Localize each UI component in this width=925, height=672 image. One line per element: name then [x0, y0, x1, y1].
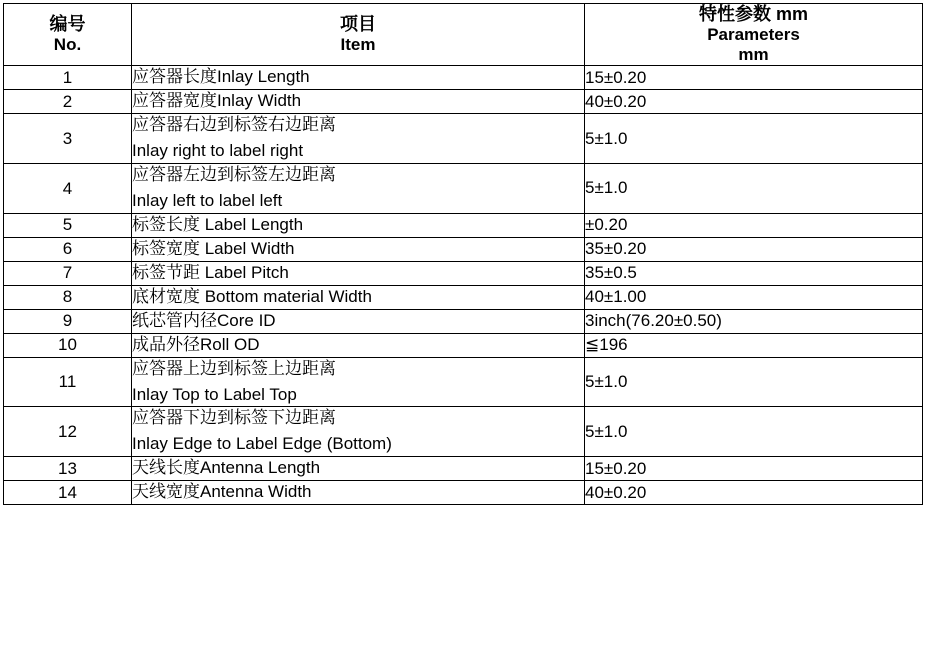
cell-item-en: Inlay Length: [217, 67, 310, 87]
column-header-no-en: No.: [53, 35, 82, 55]
table-body: [4, 66, 923, 505]
cell-item-en: Label Pitch: [200, 262, 289, 282]
cell-no: 13: [4, 457, 132, 481]
cell-item-cn: 成品外径: [132, 334, 200, 354]
cell-no: 7: [4, 261, 132, 285]
table-row: [4, 357, 923, 407]
column-header-parameters-en: Parameters: [707, 25, 800, 45]
cell-item-en: Label Width: [200, 238, 295, 258]
cell-item: [132, 309, 585, 333]
table-row: [4, 309, 923, 333]
table-row: [4, 333, 923, 357]
cell-item: [132, 407, 585, 457]
cell-item: [132, 237, 585, 261]
cell-no: 5: [4, 213, 132, 237]
cell-item-cn: 标签节距: [132, 262, 200, 282]
table-row: [4, 213, 923, 237]
cell-item-en: Inlay Top to Label Top: [132, 384, 297, 404]
cell-item-cn: 纸芯管内径: [132, 310, 217, 330]
table-row: [4, 90, 923, 114]
cell-parameter: 5±1.0: [585, 164, 923, 214]
cell-parameter: 5±1.0: [585, 407, 923, 457]
cell-item-cn: 天线宽度: [132, 482, 200, 502]
cell-item-en: Label Length: [200, 214, 304, 234]
cell-no: 4: [4, 164, 132, 214]
cell-parameter: 15±0.20: [585, 66, 923, 90]
column-header-parameters-unit: mm: [738, 45, 769, 65]
column-header-parameters: [585, 4, 923, 66]
cell-item: [132, 90, 585, 114]
table-row: [4, 285, 923, 309]
cell-item-cn: 应答器右边到标签右边距离: [132, 115, 336, 135]
cell-no: 11: [4, 357, 132, 407]
cell-item-en: Core ID: [217, 310, 276, 330]
cell-item-cn: 标签宽度: [132, 238, 200, 258]
column-header-no-cn: 编号: [49, 14, 86, 35]
cell-parameter: 15±0.20: [585, 457, 923, 481]
cell-item: [132, 285, 585, 309]
cell-no: 12: [4, 407, 132, 457]
cell-parameter: 40±0.20: [585, 481, 923, 505]
cell-no: 10: [4, 333, 132, 357]
cell-item: [132, 66, 585, 90]
cell-parameter: ≦196: [585, 333, 923, 357]
cell-item-cn: 天线长度: [132, 458, 200, 478]
table-row: [4, 407, 923, 457]
cell-item: [132, 164, 585, 214]
cell-parameter: 5±1.0: [585, 357, 923, 407]
cell-no: 14: [4, 481, 132, 505]
cell-item-cn: 应答器上边到标签上边距离: [132, 358, 336, 378]
cell-item-en: Inlay left to label left: [132, 191, 283, 211]
cell-no: 2: [4, 90, 132, 114]
cell-item-en: Inlay Width: [217, 91, 302, 111]
cell-parameter: 35±0.20: [585, 237, 923, 261]
cell-item-en: Inlay right to label right: [132, 141, 304, 161]
table-row: [4, 114, 923, 164]
cell-parameter: 40±1.00: [585, 285, 923, 309]
cell-item: [132, 357, 585, 407]
column-header-item: [132, 4, 585, 66]
cell-item-cn: 应答器宽度: [132, 91, 217, 111]
table-row: [4, 237, 923, 261]
cell-item-en: Bottom material Width: [200, 286, 372, 306]
cell-item: [132, 481, 585, 505]
cell-item-cn: 标签长度: [132, 214, 200, 234]
cell-item-en: Roll OD: [200, 334, 260, 354]
cell-item-cn: 应答器长度: [132, 67, 217, 87]
cell-parameter: 40±0.20: [585, 90, 923, 114]
column-header-item-en: Item: [340, 35, 376, 55]
cell-no: 6: [4, 237, 132, 261]
cell-item: [132, 114, 585, 164]
cell-item-cn: 底材宽度: [132, 286, 200, 306]
table-row: [4, 481, 923, 505]
table-row: [4, 66, 923, 90]
table-row: [4, 457, 923, 481]
cell-parameter: 3inch(76.20±0.50): [585, 309, 923, 333]
cell-item-en: Antenna Length: [200, 458, 321, 478]
cell-parameter: 35±0.5: [585, 261, 923, 285]
cell-no: 9: [4, 309, 132, 333]
cell-parameter: ±0.20: [585, 213, 923, 237]
table-row: [4, 164, 923, 214]
cell-item: [132, 261, 585, 285]
cell-item: [132, 213, 585, 237]
cell-item-cn: 应答器左边到标签左边距离: [132, 165, 336, 185]
cell-item: [132, 457, 585, 481]
cell-parameter: 5±1.0: [585, 114, 923, 164]
cell-no: 3: [4, 114, 132, 164]
column-header-parameters-cn: 特性参数 mm: [698, 4, 808, 24]
specification-table: [3, 3, 923, 505]
table-row: [4, 261, 923, 285]
cell-no: 1: [4, 66, 132, 90]
column-header-item-cn: 项目: [340, 14, 376, 35]
column-header-no: [4, 4, 132, 66]
cell-item-en: Antenna Width: [200, 482, 312, 502]
cell-item-en: Inlay Edge to Label Edge (Bottom): [132, 434, 392, 454]
table-header-row: [4, 4, 923, 66]
cell-no: 8: [4, 285, 132, 309]
cell-item: [132, 333, 585, 357]
cell-item-cn: 应答器下边到标签下边距离: [132, 408, 336, 428]
